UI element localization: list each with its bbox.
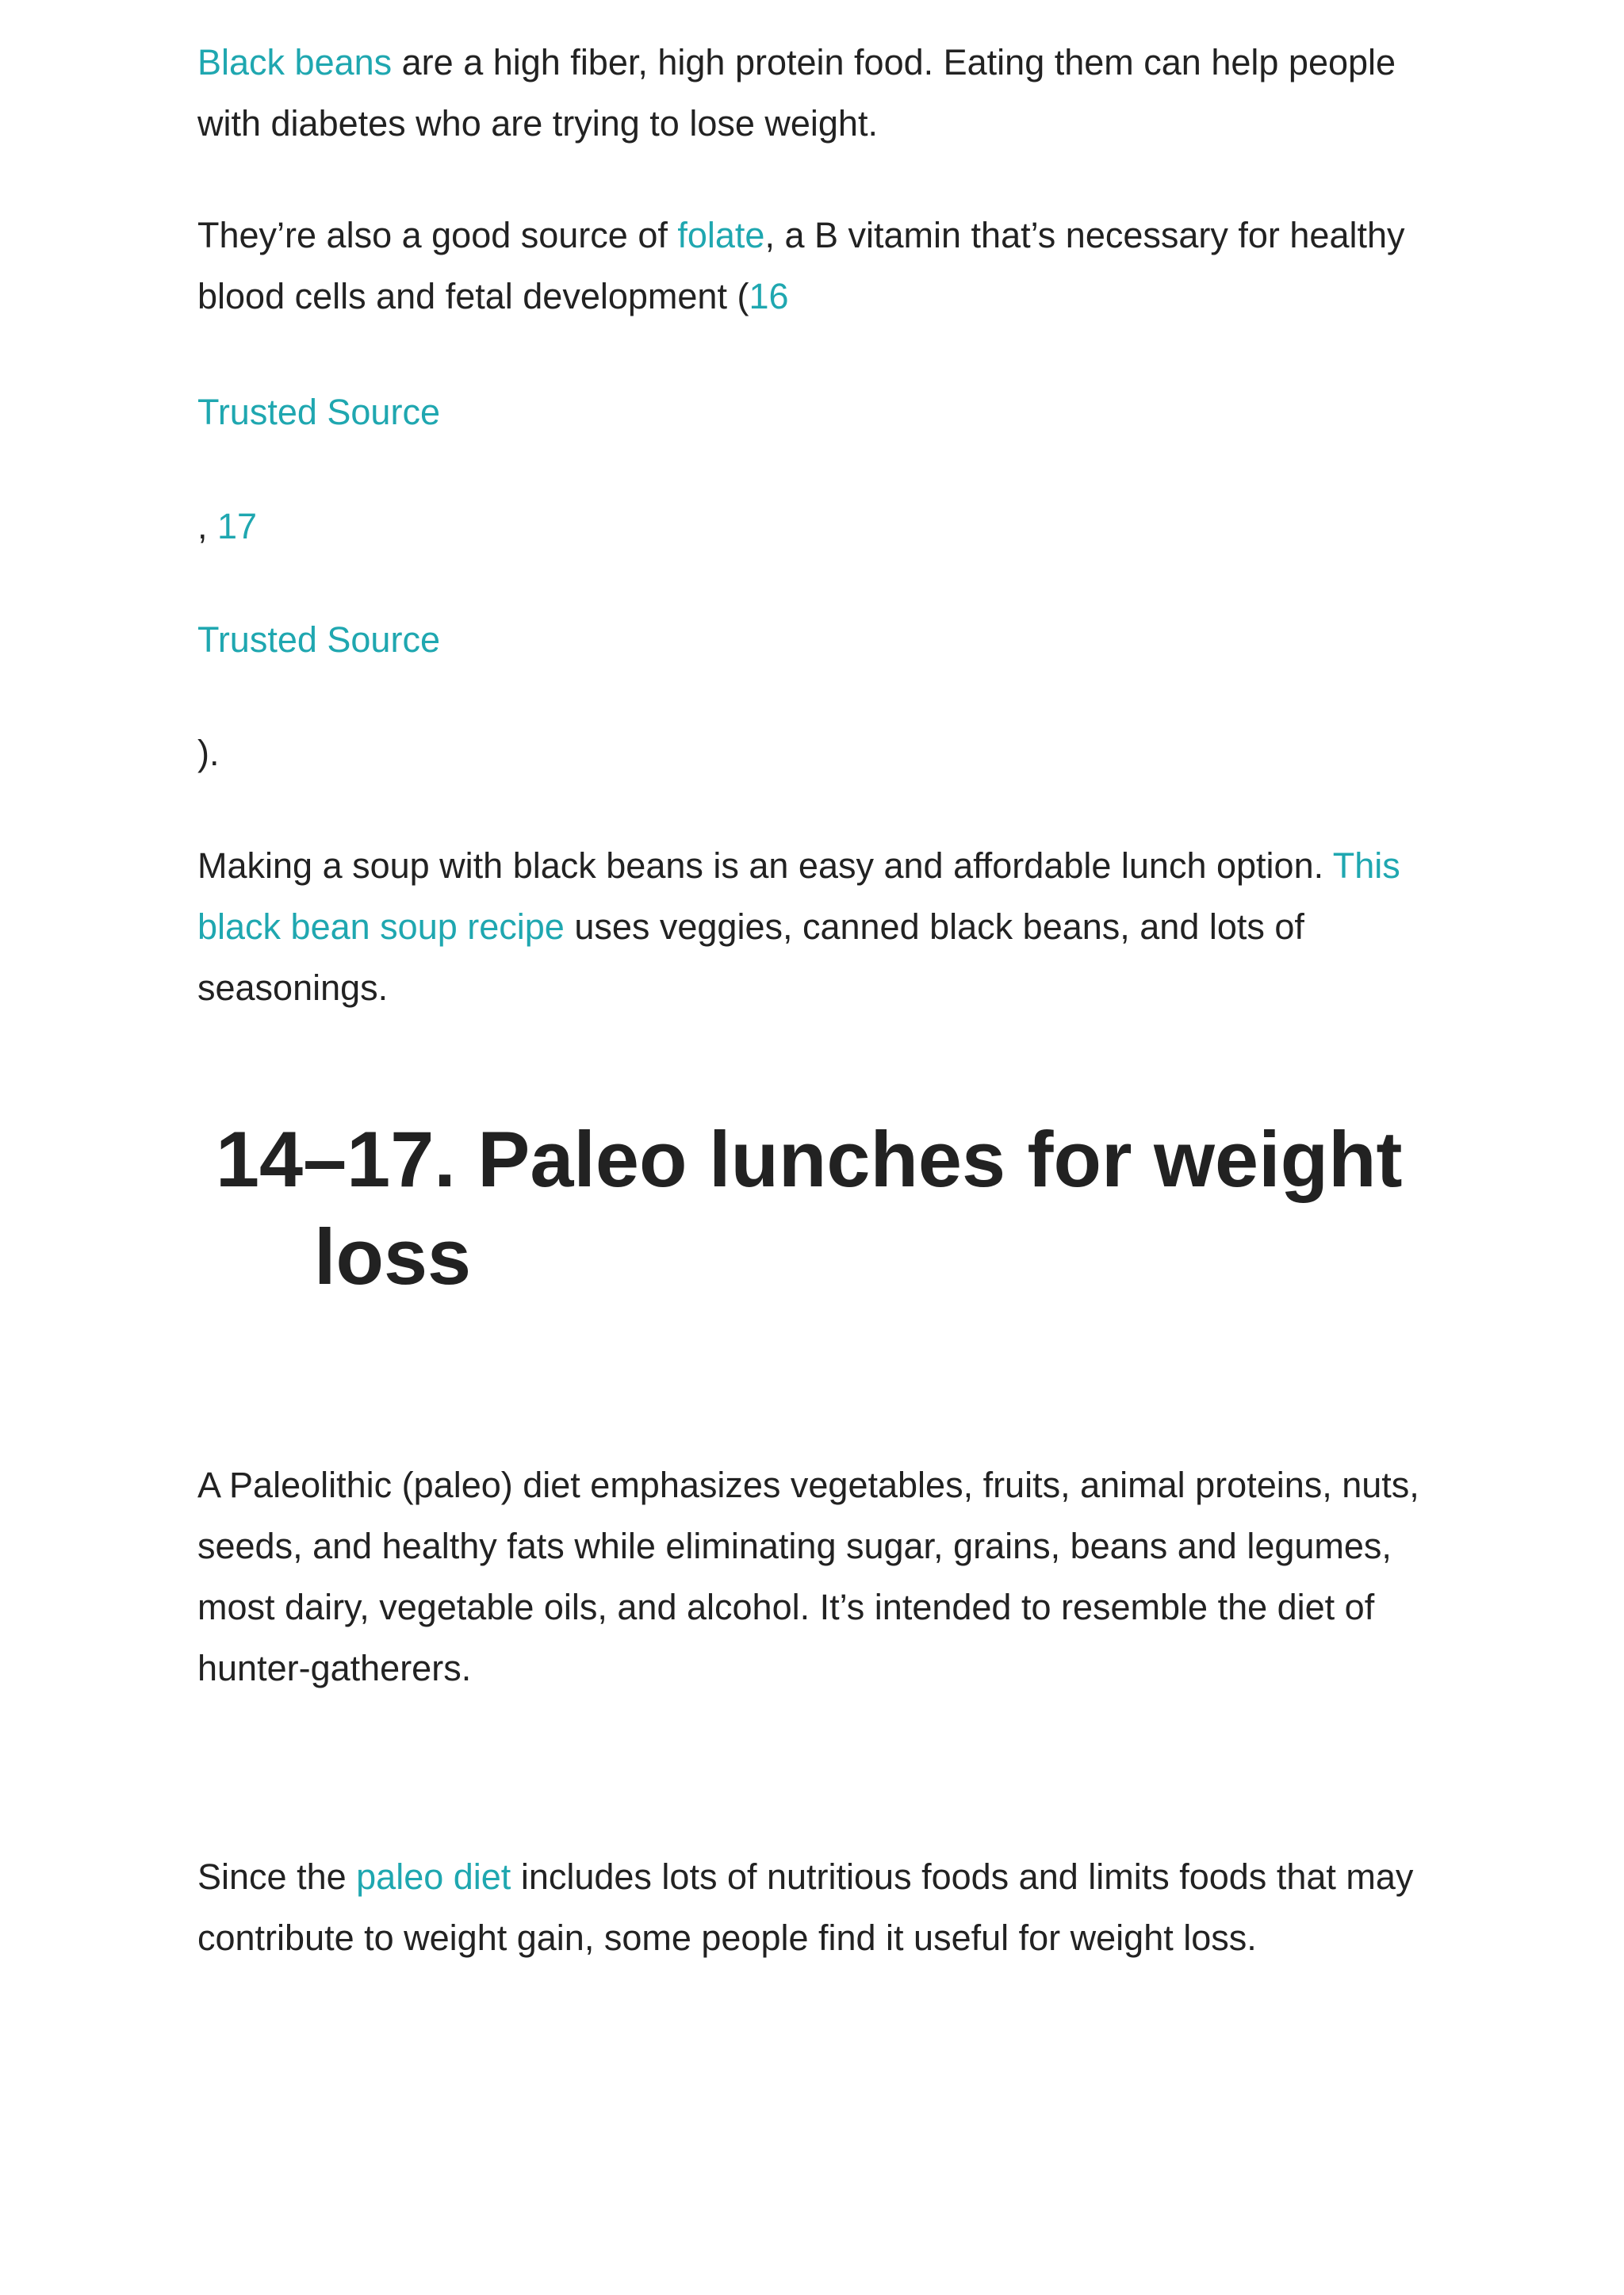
black-bean-soup-recipe-link[interactable]: This black bean soup recipe: [197, 845, 1400, 947]
paleo-text-before: Since the: [197, 1856, 357, 1897]
close-paren-paragraph: [197, 722, 1450, 784]
citation-17-link[interactable]: 17: [217, 506, 258, 546]
folate-paragraph: [197, 205, 1450, 327]
paleo-weight-loss-paragraph: [197, 1846, 1450, 1968]
black-beans-paragraph: [197, 32, 1450, 154]
folate-text-after: , a B vitamin that’s necessary for healthy blood cells and fetal development (: [197, 215, 1405, 316]
paleo-diet-description-paragraph: A Paleolithic (paleo) diet emphasizes vegetables, fruits, animal proteins, nuts, seeds, and healthy fats while eliminating sugar, grains, beans and legumes, most dairy, vegetable oils, and alcohol. It’s intended to resemble the diet of hunter-gatherers.: [197, 1465, 1419, 1688]
citation-17-paragraph: [197, 496, 1450, 557]
citation-16-link[interactable]: 16: [749, 276, 789, 316]
paleo-text-after: includes lots of nutritious foods and limits foods that may contribute to weight gain, some people find it useful for weight loss.: [197, 1856, 1414, 1958]
soup-text-before: Making a soup with black beans is an easy and affordable lunch option.: [197, 845, 1333, 886]
heading-line-2: loss: [314, 1213, 472, 1301]
close-paren-text: ).: [197, 733, 220, 773]
paleo-lunches-heading: [216, 1110, 1453, 1305]
black-beans-link[interactable]: Black beans: [197, 42, 393, 82]
trusted-source-1-link[interactable]: Trusted Source: [197, 392, 440, 432]
paleo-diet-link[interactable]: paleo diet: [356, 1856, 511, 1897]
black-beans-text: are a high fiber, high protein food. Eating them can help people with diabetes who are trying to lose weight.: [197, 42, 1396, 144]
trusted-source-2-link[interactable]: Trusted Source: [197, 619, 440, 660]
soup-text-after: uses veggies, canned black beans, and lots of seasonings.: [197, 906, 1304, 1008]
citation-separator: ,: [197, 506, 218, 546]
trusted-source-1-paragraph: [197, 381, 1450, 443]
folate-text-before: They’re also a good source of: [197, 215, 678, 255]
folate-link[interactable]: folate: [677, 215, 765, 255]
trusted-source-2-paragraph: [197, 609, 1450, 670]
heading-line-1: 14–17. Paleo lunches for weight: [216, 1115, 1403, 1203]
black-bean-soup-paragraph: [197, 835, 1450, 1018]
